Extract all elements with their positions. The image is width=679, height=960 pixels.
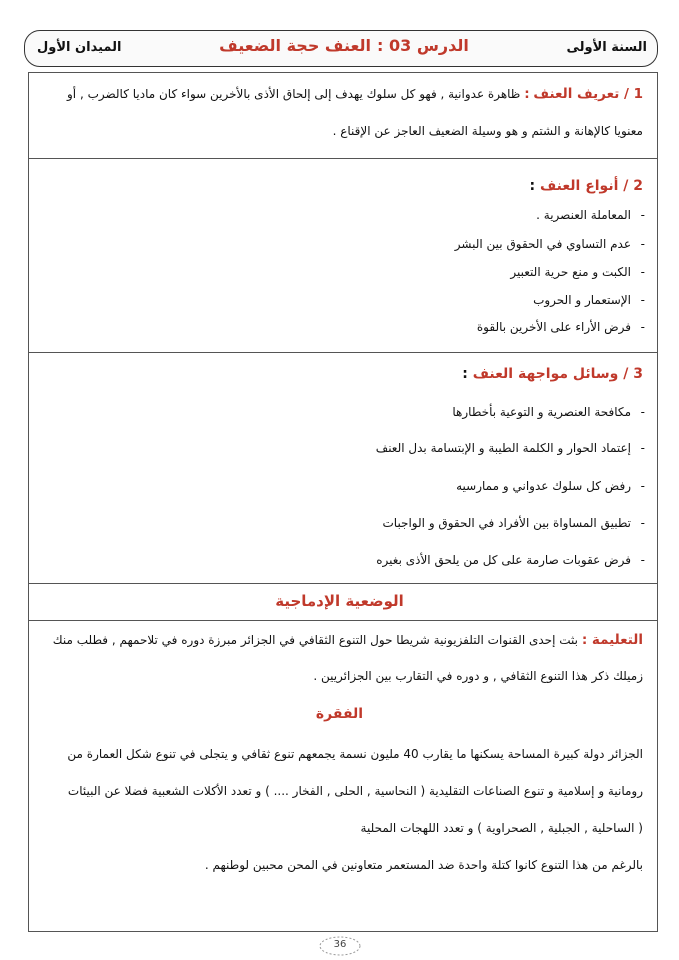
heading-colon: : [529,178,536,194]
paragraph-title: الفقرة [315,706,364,722]
paragraph-line: ( الساحلية , الجبلية , الصحراوية ) و تعدد اللهجات المحلية [360,821,643,835]
section-divider [28,158,658,159]
instruction-text-2: زميلك ذكر هذا التنوع الثقافي , و دوره في التقارب بين الجزائريين . [313,669,643,683]
section-divider [28,620,658,621]
section2-heading-text: 2 / أنواع العنف [539,178,643,194]
header-bar [24,30,658,67]
definition-text-2: معنويا كالإهانة و الشتم و هو وسيلة الضعيف العاجز عن الإقناع . [332,124,643,138]
paragraph-line: بالرغم من هذا التنوع كانوا كتلة واحدة ضد المستعمر متعاونين في المحن محبين لوطنهم . [204,858,643,872]
instruction-line [53,632,643,648]
violence-type-item: - الإستعمار و الحروب [533,293,631,307]
content-frame [28,72,658,932]
page-number: 36 [333,939,347,950]
heading-colon: : [462,366,468,382]
section3-heading-text: 3 / وسائل مواجهة العنف [472,366,643,382]
countermeasure-item: - رفض كل سلوك عدواني و ممارسيه [456,479,631,493]
definition-line [67,86,643,102]
violence-type-item: - الكبت و منع حرية التعبير [510,265,631,279]
paragraph-line: رومانية و إسلامية و تنوع الصناعات التقليدية ( النحاسية , الحلى , الفخار .... ) و تعدد الأكلات الشعبية فضلا عن البيئات [67,784,643,798]
field-label: الميدان الأول [37,40,122,55]
section2-heading [529,178,643,194]
violence-type-item: - عدم التساوي في الحقوق بين البشر [455,237,631,251]
lesson-number: الدرس 03 : [377,36,469,55]
lesson-title [213,36,469,55]
section-divider [28,583,658,584]
countermeasure-item: - تطبيق المساواة بين الأفراد في الحقوق و الواجبات [382,516,631,530]
countermeasure-item: - مكافحة العنصرية و التوعية بأخطارها [452,405,631,419]
heading-colon: : [524,86,530,102]
countermeasure-item: - فرض عقوبات صارمة على كل من يلحق الأذى بغيره [376,553,631,567]
definition-text-1: ظاهرة عدوانية , فهو كل سلوك يهدف إلى إلحاق الأذى بالأخرين سواء كان ماديا كالضرب , أو [67,87,521,101]
section1-heading: 1 / تعريف العنف [533,86,643,102]
lesson-name: العنف حجة الضعيف [219,36,372,55]
paragraph-line: الجزائر دولة كبيرة المساحة يسكنها ما يقارب 40 مليون نسمة يجمعهم تنوع ثقافي و يتجلى في تنوع شكل العمارة من [67,747,643,761]
violence-type-item: - المعاملة العنصرية . [536,208,631,222]
section3-heading [462,366,643,382]
section-divider [28,352,658,353]
school-year: السنة الأولى [566,40,647,55]
countermeasure-item: - إعتماد الحوار و الكلمة الطيبة و الإبتسامة بدل العنف [376,441,631,455]
page-number-badge [318,935,362,957]
instruction-label: التعليمة : [581,632,643,648]
integration-title: الوضعية الإدماجية [275,592,404,610]
violence-type-item: - فرض الأراء على الأخرين بالقوة [477,320,631,334]
instruction-text-1: بثت إحدى القنوات التلفزيونية شريطا حول التنوع الثقافي في الجزائر مبرزة دوره في تلاحمهم , فطلب منك [52,633,578,647]
